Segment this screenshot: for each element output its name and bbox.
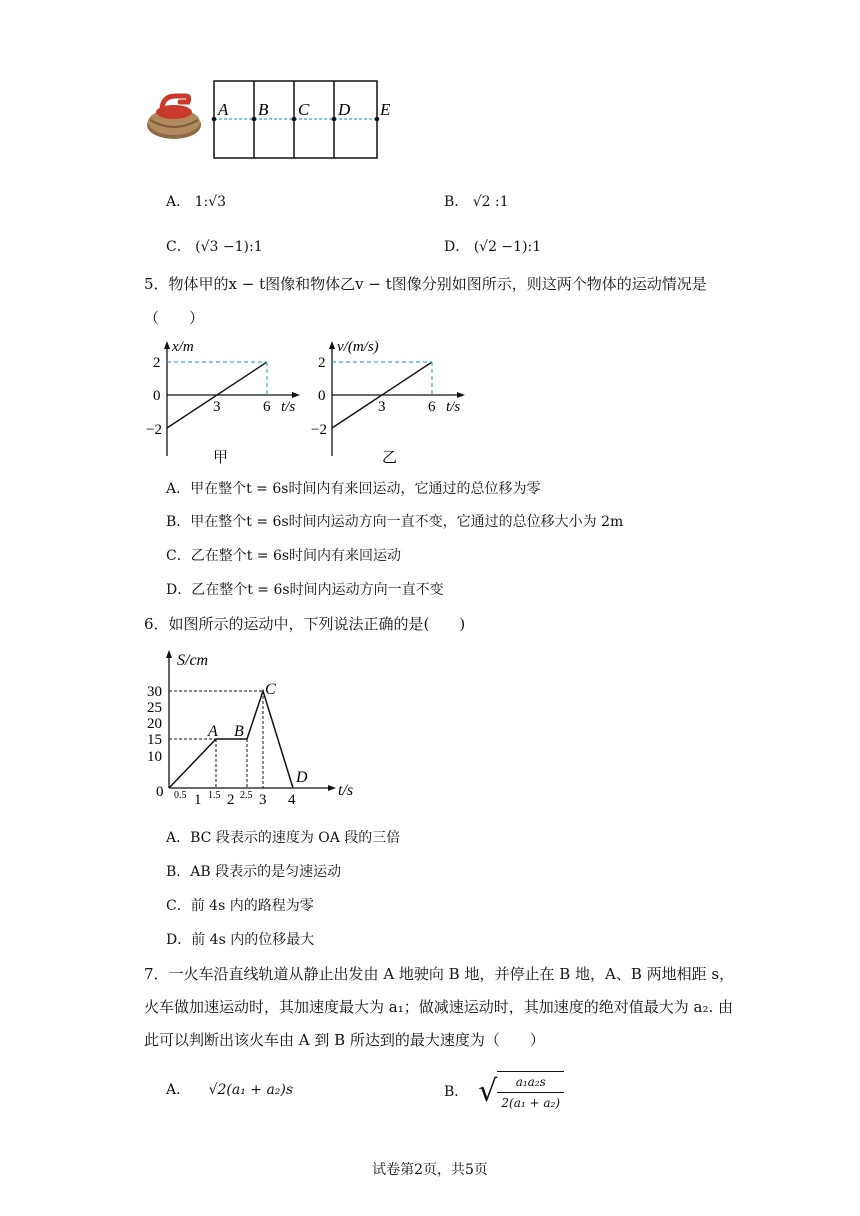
tick-label: 10 xyxy=(147,749,162,765)
sqrt-sign-icon: √ xyxy=(478,1074,498,1109)
q6-option-c[interactable]: C．前 4s 内的路程为零 xyxy=(166,898,314,914)
tick-label: 6 xyxy=(428,399,436,415)
tick-label: 25 xyxy=(147,700,162,716)
tick-label: 2 xyxy=(227,792,235,808)
q5-graph-jia xyxy=(140,338,310,468)
axis-label: S/cm xyxy=(177,652,209,669)
axis-label: x/m xyxy=(172,339,194,355)
sqrt-fraction xyxy=(497,1071,564,1113)
q7-stem-line2: 火车做加速运动时，其加速度最大为 a₁；做减速运动时，其加速度的绝对值最大为 a₂. 由 xyxy=(144,998,733,1016)
q6-option-a[interactable]: A．BC 段表示的速度为 OA 段的三倍 xyxy=(166,830,401,846)
curling-label: C xyxy=(298,100,310,119)
q4-option-c[interactable] xyxy=(166,237,263,257)
q4-option-d[interactable] xyxy=(444,237,541,257)
curling-label: B xyxy=(258,100,269,119)
page-footer: 试卷第2页，共5页 xyxy=(372,1162,488,1178)
q7-option-b[interactable] xyxy=(444,1070,564,1114)
tick-label: 0 xyxy=(153,388,161,404)
graph-caption: 甲 xyxy=(213,450,229,466)
point-label: D xyxy=(296,769,308,786)
q5-graph-yi xyxy=(305,338,475,468)
q4-option-b[interactable] xyxy=(444,192,509,212)
q6-option-d[interactable]: D．前 4s 内的位移最大 xyxy=(166,932,315,948)
q5-option-b[interactable]: B．甲在整个t = 6s时间内运动方向一直不变，它通过的总位移大小为 2m xyxy=(166,514,624,530)
option-expr: √2(a₁ + a₂)s xyxy=(208,1082,294,1098)
tick-label: 20 xyxy=(147,716,162,732)
curling-figure xyxy=(140,72,400,168)
axis-label: t/s xyxy=(338,782,354,799)
axis-label: t/s xyxy=(446,399,461,415)
curling-stone-icon xyxy=(147,96,201,139)
tick-label: 0.5 xyxy=(174,790,187,801)
axis-label: v/(m/s) xyxy=(337,339,379,355)
point-label: A xyxy=(208,723,218,740)
curling-label: E xyxy=(380,100,391,119)
q5-option-d[interactable]: D．乙在整个t = 6s时间内运动方向一直不变 xyxy=(166,582,444,598)
option-text: 1:√3 xyxy=(194,194,227,210)
tick-label: 3 xyxy=(213,399,221,415)
q5-stem-paren: （ ） xyxy=(144,309,205,327)
option-text: (√3 −1):1 xyxy=(195,239,263,255)
tick-label: 2 xyxy=(318,355,326,371)
tick-label: 0 xyxy=(156,784,164,800)
graph-caption: 乙 xyxy=(382,450,398,466)
curling-label: D xyxy=(338,100,351,119)
q6-stem: 6．如图所示的运动中，下列说法正确的是( ) xyxy=(144,615,466,633)
q5-option-a[interactable]: A．甲在整个t = 6s时间内有来回运动，它通过的总位移为零 xyxy=(166,481,541,497)
tick-label: 30 xyxy=(147,684,162,700)
option-label: D． xyxy=(444,239,470,255)
tick-label: 1.5 xyxy=(208,790,221,801)
point-label: C xyxy=(265,681,276,698)
option-text: (√2 −1):1 xyxy=(473,239,542,255)
tick-label: 2 xyxy=(153,355,161,371)
tick-label: −2 xyxy=(311,422,327,438)
q5-option-c[interactable]: C．乙在整个t = 6s时间内有来回运动 xyxy=(166,548,402,564)
tick-label: 4 xyxy=(288,792,296,808)
q7-option-a[interactable] xyxy=(166,1080,293,1100)
tick-label: 1 xyxy=(194,792,202,808)
tick-label: 2.5 xyxy=(240,790,253,801)
q4-option-a[interactable] xyxy=(166,192,226,212)
option-label: B． xyxy=(444,1084,469,1100)
tick-label: 3 xyxy=(259,792,267,808)
point-label: B xyxy=(234,723,244,740)
q7-stem-line3: 此可以判断出该火车由 A 到 B 所达到的最大速度为（ ） xyxy=(144,1031,545,1049)
option-label: B． xyxy=(444,194,469,210)
q7-stem-line1: 7．一火车沿直线轨道从静止出发由 A 地驶向 B 地，并停止在 B 地，A、B 两地相距 s， xyxy=(144,965,735,983)
fraction-denominator: 2(a₁ + a₂) xyxy=(501,1096,561,1110)
option-label: C． xyxy=(166,239,191,255)
tick-label: 0 xyxy=(318,388,326,404)
option-label: A． xyxy=(166,1082,191,1098)
q5-stem: 5．物体甲的x − t图像和物体乙v − t图像分别如图所示，则这两个物体的运动情况是 xyxy=(144,275,707,293)
tick-label: −2 xyxy=(146,422,162,438)
fraction-numerator: a₁a₂s xyxy=(497,1072,564,1093)
axis-label: t/s xyxy=(281,399,296,415)
option-text: √2 :1 xyxy=(472,194,509,210)
curling-label: A xyxy=(218,100,229,119)
q6-graph xyxy=(140,644,370,814)
option-label: A． xyxy=(166,194,191,210)
tick-label: 15 xyxy=(147,732,162,748)
tick-label: 3 xyxy=(378,399,386,415)
q6-option-b[interactable]: B．AB 段表示的是匀速运动 xyxy=(166,864,342,880)
tick-label: 6 xyxy=(263,399,271,415)
